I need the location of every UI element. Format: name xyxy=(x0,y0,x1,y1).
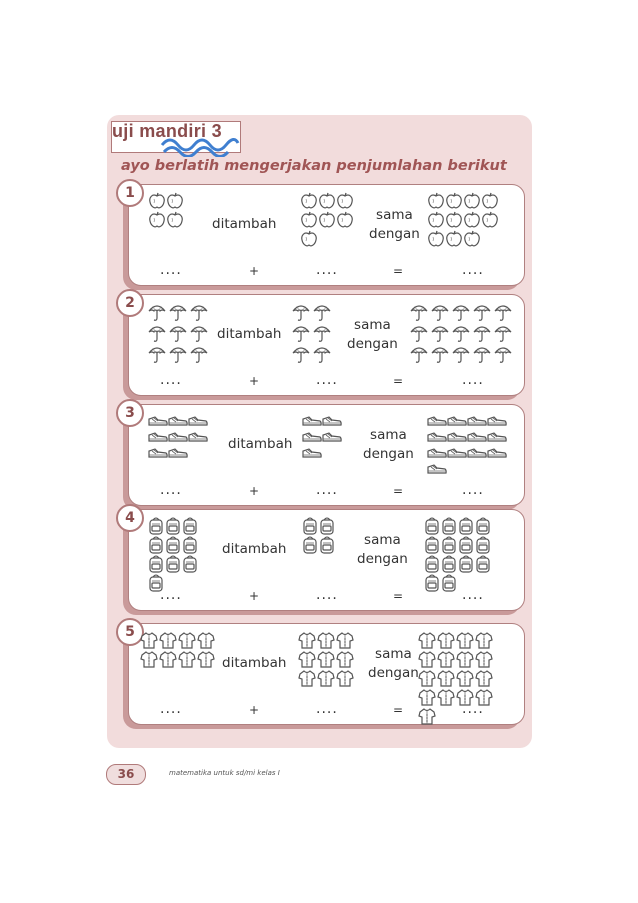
umbrella-icon xyxy=(493,344,513,368)
word-sama: sama xyxy=(376,207,413,223)
backpack-icon xyxy=(441,574,457,596)
answer-blank-3: .... xyxy=(462,587,484,603)
shoe-icon xyxy=(447,444,467,463)
shoe-icon xyxy=(168,444,188,463)
instruction-text: ayo berlatih mengerjakan penjumlahan berikut xyxy=(121,158,507,174)
answer-blank-3: .... xyxy=(462,372,484,388)
shoe-icon xyxy=(487,444,507,463)
word-ditambah: ditambah xyxy=(222,655,287,671)
wave-decoration-icon xyxy=(160,133,240,157)
apple-icon xyxy=(445,230,463,252)
answer-blank-2: .... xyxy=(316,262,338,278)
word-sama: sama xyxy=(354,317,391,333)
answer-blank-2: .... xyxy=(316,482,338,498)
book-title: matematika untuk sd/mi kelas I xyxy=(169,769,280,777)
plus-sign: + xyxy=(249,264,260,278)
backpack-icon xyxy=(165,555,181,577)
umbrella-icon xyxy=(430,344,450,368)
equals-sign: = xyxy=(393,264,404,278)
word-dengan: dengan xyxy=(368,665,419,681)
umbrella-icon xyxy=(147,344,167,368)
answer-blank-3: .... xyxy=(462,701,484,717)
umbrella-icon xyxy=(168,344,188,368)
shirt-icon xyxy=(298,669,316,691)
backpack-icon xyxy=(302,536,318,558)
word-sama-dengan xyxy=(363,426,414,464)
shirt-icon xyxy=(159,650,177,672)
word-sama-dengan xyxy=(369,206,420,244)
apple-icon xyxy=(166,211,184,233)
word-dengan: dengan xyxy=(363,446,414,462)
page-number: 36 xyxy=(106,764,146,785)
answer-blank-2: .... xyxy=(316,587,338,603)
answer-blank-1: .... xyxy=(160,262,182,278)
word-sama: sama xyxy=(370,427,407,443)
answer-blank-1: .... xyxy=(160,587,182,603)
shoe-icon xyxy=(467,444,487,463)
shirt-icon xyxy=(418,707,436,729)
exercise-number: 5 xyxy=(116,618,144,646)
umbrella-icon xyxy=(472,344,492,368)
apple-icon xyxy=(318,211,336,233)
exercise-number: 1 xyxy=(116,179,144,207)
shoe-icon xyxy=(302,444,322,463)
equals-sign: = xyxy=(393,589,404,603)
apple-icon xyxy=(463,230,481,252)
umbrella-icon xyxy=(312,344,332,368)
equals-sign: = xyxy=(393,374,404,388)
plus-sign: + xyxy=(249,374,260,388)
shirt-icon xyxy=(437,688,455,710)
answer-blank-1: .... xyxy=(160,372,182,388)
plus-sign: + xyxy=(249,703,260,717)
equals-sign: = xyxy=(393,703,404,717)
word-ditambah: ditambah xyxy=(228,436,293,452)
word-sama: sama xyxy=(375,646,412,662)
plus-sign: + xyxy=(249,589,260,603)
word-ditambah: ditambah xyxy=(222,541,287,557)
answer-blank-1: .... xyxy=(160,701,182,717)
answer-blank-2: .... xyxy=(316,701,338,717)
apple-icon xyxy=(148,211,166,233)
umbrella-icon xyxy=(291,344,311,368)
word-ditambah: ditambah xyxy=(217,326,282,342)
umbrella-icon xyxy=(409,344,429,368)
answer-blank-3: .... xyxy=(462,262,484,278)
word-sama: sama xyxy=(364,532,401,548)
apple-icon xyxy=(427,230,445,252)
umbrella-icon xyxy=(451,344,471,368)
shirt-icon xyxy=(140,650,158,672)
shoe-icon xyxy=(322,428,342,447)
word-sama-dengan xyxy=(357,531,408,569)
exercise-number: 4 xyxy=(116,504,144,532)
word-dengan: dengan xyxy=(347,336,398,352)
shoe-icon xyxy=(188,428,208,447)
plus-sign: + xyxy=(249,484,260,498)
answer-blank-1: .... xyxy=(160,482,182,498)
word-ditambah: ditambah xyxy=(212,216,277,232)
shirt-icon xyxy=(178,650,196,672)
word-dengan: dengan xyxy=(357,551,408,567)
word-dengan: dengan xyxy=(369,226,420,242)
shoe-icon xyxy=(148,444,168,463)
backpack-icon xyxy=(319,536,335,558)
apple-icon xyxy=(300,230,318,252)
apple-icon xyxy=(481,211,499,233)
backpack-icon xyxy=(475,555,491,577)
section-title: uji mandiri 3 xyxy=(112,121,222,141)
backpack-icon xyxy=(424,574,440,596)
shirt-icon xyxy=(197,650,215,672)
shirt-icon xyxy=(336,669,354,691)
backpack-icon xyxy=(458,555,474,577)
exercise-number: 3 xyxy=(116,399,144,427)
word-sama-dengan xyxy=(347,316,398,354)
backpack-icon xyxy=(182,555,198,577)
equals-sign: = xyxy=(393,484,404,498)
answer-blank-2: .... xyxy=(316,372,338,388)
word-sama-dengan xyxy=(368,645,419,683)
shoe-icon xyxy=(427,460,447,479)
umbrella-icon xyxy=(189,344,209,368)
exercise-number: 2 xyxy=(116,289,144,317)
shirt-icon xyxy=(317,669,335,691)
answer-blank-3: .... xyxy=(462,482,484,498)
apple-icon xyxy=(336,211,354,233)
